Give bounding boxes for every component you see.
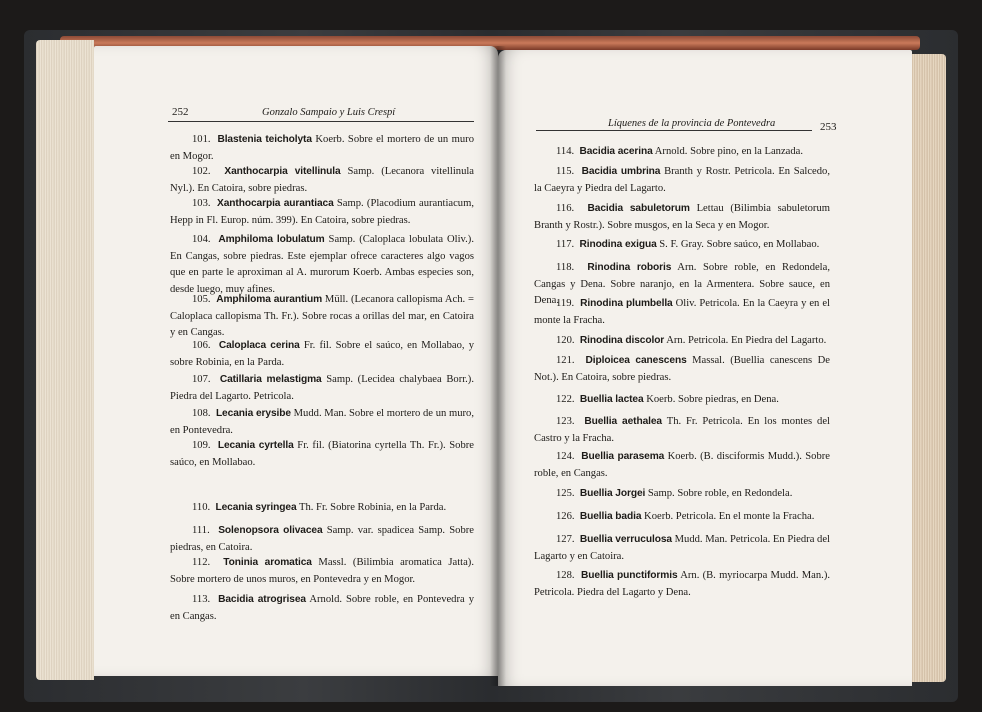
entry-number: 104.: [192, 234, 219, 245]
entry-number: 121.: [556, 355, 586, 366]
entry-text: Koerb. Sobre el mortero de un muro en Mogor.: [170, 134, 475, 162]
entry-103: [170, 196, 474, 229]
entry-text: Samp. (Lecidea chalybaea Borr.). Piedra del Lagarto. Petricola.: [170, 374, 474, 402]
entry-number: 116.: [556, 203, 588, 214]
entry-106: [170, 338, 474, 371]
entry-text: Arnold. Sobre roble, en Pontevedra y en Cangas.: [170, 594, 474, 622]
species-name: Solenopsora olivacea: [218, 525, 323, 536]
species-name: Catillaria melastigma: [219, 374, 322, 385]
entry-number: 105.: [192, 294, 217, 305]
entry-number: 118.: [556, 262, 588, 273]
entry-text: Fr. fil. (Biatorina cyrtella Th. Fr.). Sobre saúco, en Mollabao.: [170, 440, 474, 468]
entry-116: [534, 201, 830, 234]
entry-123: [534, 414, 830, 447]
species-name: Bacidia sabuletorum: [587, 203, 690, 214]
entry-104: [170, 232, 474, 298]
species-name: Rinodina exigua: [579, 239, 657, 250]
entry-text: Mudd. Man. Sobre el mortero de un muro, en Pontevedra.: [170, 408, 475, 436]
entry-114: [534, 144, 830, 161]
species-name: Buellia badia: [579, 511, 642, 522]
entry-108: [170, 406, 474, 439]
entry-120: [534, 333, 830, 350]
entry-113: [170, 592, 474, 625]
species-name: Buellia parasema: [581, 451, 665, 462]
right-page-number: 253: [820, 121, 837, 133]
species-name: Xanthocarpia aurantiaca: [217, 198, 334, 209]
right-header-rule: [536, 130, 812, 131]
entry-text: Branth y Rostr. Petricola. En Salcedo, la Caeyra y Piedra del Lagarto.: [534, 166, 830, 194]
species-name: Buellia verruculosa: [579, 534, 672, 545]
species-name: Lecania cyrtella: [217, 440, 294, 451]
species-name: Lecania erysibe: [215, 408, 291, 419]
species-name: Bacidia umbrina: [581, 166, 661, 177]
entry-number: 110.: [192, 502, 216, 513]
entry-119: [534, 296, 830, 329]
species-name: Amphiloma aurantium: [216, 294, 323, 305]
entry-text: Samp. (Lecanora vitellinula Nyl.). En Catoira, sobre piedras.: [170, 166, 475, 194]
entry-number: 122.: [556, 394, 580, 405]
entry-number: 101.: [192, 134, 218, 145]
entry-text: Massal. (Buellia canescens De Not.). En Catoira, sobre piedras.: [534, 355, 830, 383]
entry-110: [170, 500, 474, 517]
entry-text: Koerb. (B. disciformis Mudd.). Sobre roble, en Cangas.: [534, 451, 830, 479]
entry-text: Arn. Petricola. En Piedra del Lagarto.: [664, 335, 827, 346]
entry-number: 125.: [556, 488, 580, 499]
entry-number: 115.: [556, 166, 582, 177]
entry-112: [170, 555, 474, 588]
entry-text: Fr. fil. Sobre el saúco, en Mollabao, y sobre Robinia, en la Parda.: [170, 340, 474, 368]
right-running-head: Líquenes de la provincia de Pontevedra: [608, 118, 776, 129]
entry-number: 114.: [556, 146, 580, 157]
entry-number: 107.: [192, 374, 220, 385]
entry-number: 102.: [192, 166, 225, 177]
species-name: Buellia punctiformis: [581, 570, 678, 581]
entry-number: 123.: [556, 416, 585, 427]
species-name: Rinodina roboris: [587, 262, 672, 273]
left-page-number: 252: [172, 106, 189, 118]
entry-number: 128.: [556, 570, 582, 581]
entry-text: Arn. (B. myriocarpa Mudd. Man.). Petricola. Piedra del Lagarto y Dena.: [534, 570, 830, 598]
entry-122: [534, 392, 830, 409]
entry-text: Koerb. Petricola. En el monte la Fracha.: [641, 511, 815, 522]
entry-text: S. F. Gray. Sobre saúco, en Mollabao.: [656, 239, 820, 250]
entry-105: [170, 292, 474, 342]
entry-text: Massl. (Bilimbia aromatica Jatta). Sobre mortero de unos muros, en Pontevedra y en Mogor.: [170, 557, 474, 585]
species-name: Amphiloma lobulatum: [218, 234, 325, 245]
species-name: Blastenia teicholyta: [217, 134, 312, 145]
entry-text: Samp. (Placodium aurantiacum, Hepp in Fl. Europ. núm. 399). En Catoira, sobre piedras.: [170, 198, 474, 226]
entry-text: Lettau (Bilimbia sabuletorum Branth y Rostr.). Sobre musgos, en la Seca y en Mogor.: [534, 203, 830, 231]
species-name: Rinodina plumbella: [580, 298, 673, 309]
entry-number: 126.: [556, 511, 580, 522]
entry-text: Oliv. Petricola. En la Caeyra y en el monte la Fracha.: [534, 298, 830, 326]
species-name: Buellia Jorgei: [579, 488, 646, 499]
species-name: Buellia aethalea: [584, 416, 663, 427]
entry-number: 119.: [556, 298, 581, 309]
left-header-rule: [168, 121, 474, 122]
species-name: Xanthocarpia vitellinula: [224, 166, 341, 177]
entry-number: 103.: [192, 198, 218, 209]
entry-text: Samp. (Caloplaca lobulata Oliv.). En Cangas, sobre piedras. Este ejemplar ofrece caracteres algo vagos que en parte le aproximan al A. murorum Koerb. Ambas especies son, desde luego, muy afines.: [170, 234, 474, 295]
entry-text: Th. Fr. Petricola. En los montes del Castro y la Fracha.: [534, 416, 830, 444]
entry-128: [534, 568, 830, 601]
entry-127: [534, 532, 830, 565]
species-name: Bacidia atrogrisea: [218, 594, 306, 605]
entry-121: [534, 353, 830, 386]
entry-number: 106.: [192, 340, 219, 351]
entry-text: Müll. (Lecanora callopisma Ach. = Caloplaca callopisma Th. Fr.). Sobre rocas a orillas del mar, en Catoira y en Cangas.: [170, 294, 474, 338]
entry-109: [170, 438, 474, 471]
species-name: Bacidia acerina: [579, 146, 653, 157]
entry-text: Koerb. Sobre piedras, en Dena.: [643, 394, 779, 405]
entry-text: Mudd. Man. Petricola. En Piedra del Lagarto y en Catoira.: [534, 534, 831, 562]
entry-number: 113.: [192, 594, 219, 605]
species-name: Buellia lactea: [579, 394, 644, 405]
entry-number: 108.: [192, 408, 216, 419]
species-name: Caloplaca cerina: [218, 340, 300, 351]
entry-115: [534, 164, 830, 197]
entry-number: 127.: [556, 534, 580, 545]
entry-text: Arn. Sobre roble, en Redondela, Cangas y Dena. Sobre naranjo, en la Armentera. Sobre sauce, en Dena.: [534, 262, 830, 306]
entry-107: [170, 372, 474, 405]
entry-number: 124.: [556, 451, 582, 462]
species-name: Diploicea canescens: [585, 355, 687, 366]
entry-101: [170, 132, 474, 165]
entry-102: [170, 164, 474, 197]
species-name: Toninia aromatica: [223, 557, 312, 568]
entry-number: 112.: [192, 557, 224, 568]
left-running-head: Gonzalo Sampaio y Luis Crespí: [262, 107, 396, 118]
entry-text: Th. Fr. Sobre Robinia, en la Parda.: [296, 502, 447, 513]
entry-125: [534, 486, 830, 503]
entry-number: 120.: [556, 335, 580, 346]
entry-126: [534, 509, 830, 526]
species-name: Lecania syringea: [215, 502, 297, 513]
entry-number: 109.: [192, 440, 218, 451]
entry-111: [170, 523, 474, 556]
book-gutter: [490, 46, 506, 686]
entry-text: Samp. var. spadicea Samp. Sobre piedras, en Catoira.: [170, 525, 474, 553]
page-edges-left: [36, 40, 94, 680]
species-name: Rinodina discolor: [579, 335, 665, 346]
entry-text: Samp. Sobre roble, en Redondela.: [645, 488, 793, 499]
entry-117: [534, 237, 830, 254]
entry-number: 111.: [192, 525, 219, 536]
entry-124: [534, 449, 830, 482]
entry-text: Arnold. Sobre pino, en la Lanzada.: [652, 146, 804, 157]
entry-number: 117.: [556, 239, 580, 250]
